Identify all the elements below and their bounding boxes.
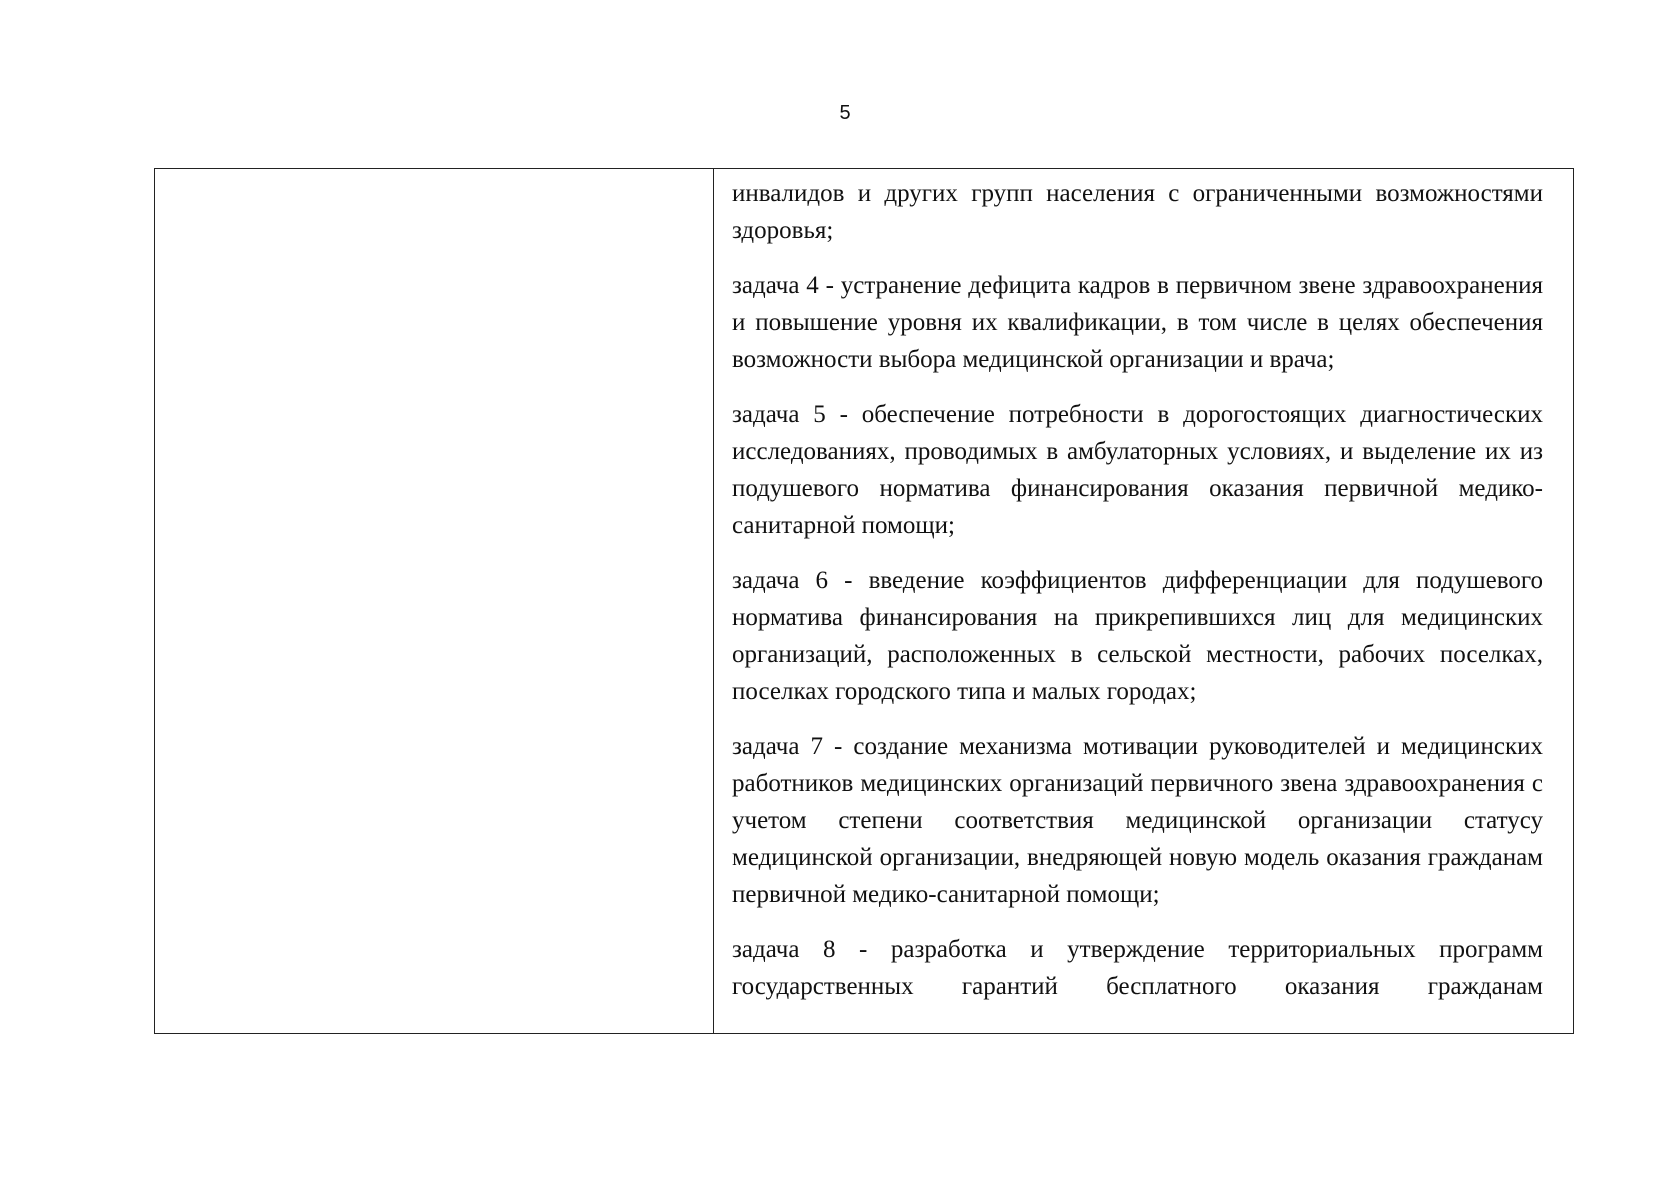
paragraph-disabled-groups: инвалидов и других групп населения с ограниченными возможностями здоровья; bbox=[732, 180, 1543, 244]
paragraph-task-8: задача 8 - разработка и утверждение территориальных программ государственных гарантий бесплатного оказания гражданам bbox=[732, 936, 1543, 1000]
page-number: 5 bbox=[839, 102, 851, 124]
paragraph-task-5: задача 5 - обеспечение потребности в дорогостоящих диагностических исследованиях, проводимых в амбулаторных условиях, и выделение их из подушевого норматива финансирования оказания первичной медико-санитарной помощи; bbox=[732, 401, 1543, 539]
paragraph-task-7: задача 7 - создание механизма мотивации руководителей и медицинских работников медицинских организаций первичного звена здравоохранения с учетом степени соответствия медицинской организации статусу медицинской организации, внедряющей новую модель оказания гражданам первичной медико-санитарной помощи; bbox=[732, 733, 1543, 908]
document-table bbox=[154, 168, 1574, 1034]
paragraph-task-6: задача 6 - введение коэффициентов дифференциации для подушевого норматива финансирования на прикрепившихся лиц для медицинских организаций, расположенных в сельской местности, рабочих поселках, поселках городского типа и малых городах; bbox=[732, 567, 1543, 705]
table-cell-right bbox=[714, 169, 1573, 1033]
paragraph-task-4: задача 4 - устранение дефицита кадров в первичном звене здравоохранения и повышение уровня их квалификации, в том числе в целях обеспечения возможности выбора медицинской организации и врача; bbox=[732, 272, 1543, 373]
table-cell-left bbox=[155, 169, 714, 1033]
